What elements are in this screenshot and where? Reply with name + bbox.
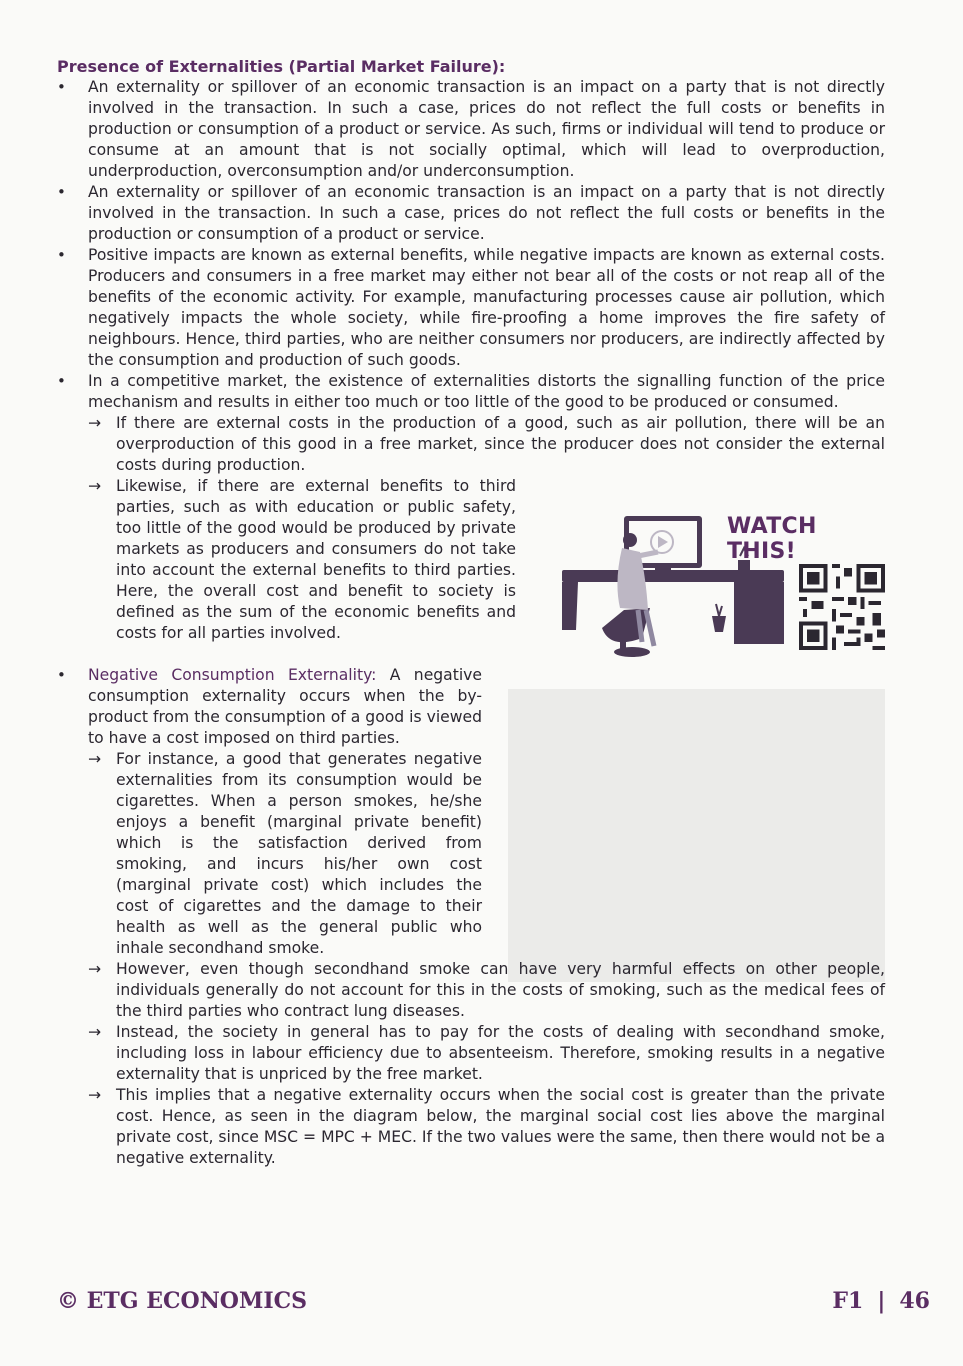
sub-point-text: However, even though secondhand smoke can have very harmful effects on other people, individuals generally do not account for this in the costs of smoking, such as the medical fees of the third parties who contract lung diseases. [116,960,885,1020]
watch-this-label: WATCH THIS! [727,514,817,564]
arrow-icon: → [88,414,102,432]
sub-point [57,1085,885,1169]
bullet-point: • Positive impacts are known as external benefits, while negative impacts are known as external costs. Producers and consumers in a free market may either not bear all of the costs or not reap all of the benefits of the economic activity. For example, manufacturing processes cause air pollution, which negatively impacts the whole society, while fire-proofing a home improves the fire safety of neighbours. Hence, third parties, who are neither consumers nor producers, are indirectly affected by the consumption and production of such goods. [57,245,885,371]
page-content [57,56,885,1169]
sub-point [57,476,516,644]
arrow-icon: → [88,750,102,768]
video-placeholder[interactable] [508,689,885,982]
sub-point-text: Likewise, if there are external benefits to third parties, such as with education or public safety, too little of the good would be produced by private markets as producers and consumers do not take into account the external benefits to third parties. Here, the overall cost and benefit to society is defined as the sum of the economic benefits and costs for all parties involved. [116,477,516,642]
negative-externality-title: Negative Consumption Externality: [88,666,377,684]
footer-copyright: © ETG ECONOMICS [57,1288,308,1314]
sub-point [57,959,885,1022]
footer-page-number [832,1288,930,1314]
section-heading: Presence of Externalities (Partial Market Failure): [57,57,506,76]
bullet-point: • An externality or spillover of an economic transaction is an impact on a party that is not directly involved in the transaction. In such a case, prices do not reflect the full costs or benefits in the production or consumption of a product or service. [57,182,885,245]
qr-code-icon[interactable] [799,564,885,650]
section-label: F1 [832,1288,864,1314]
bullet-point [57,665,482,749]
arrow-icon: → [88,960,102,978]
sub-point-text: For instance, a good that generates negative externalities from its consumption would be cigarettes. When a person smokes, he/she enjoys a benefit (marginal private benefit) which is the satisfaction derived from smoking, and incurs his/her own cost (marginal private cost) which includes the cost of cigarettes and the damage to their health as well as the general public who inhale secondhand smoke. [116,750,482,957]
bullet-point: • An externality or spillover of an economic transaction is an impact on a party that is not directly involved in the transaction. In such a case, prices do not reflect the full costs or benefits in production or consumption of a product or service. As such, firms or individual will tend to produce or consume at an amount that is not socially optimal, which will lead to overproduction, underproduction, overconsumption and/or underconsumption. [57,77,885,182]
arrow-icon: → [88,1023,102,1041]
page-number: 46 [899,1288,930,1314]
bullet-point: • In a competitive market, the existence of externalities distorts the signalling function of the price mechanism and results in either too much or too little of the good to be produced or consumed. [57,371,885,413]
sub-point [57,749,482,959]
sub-point-text: Instead, the society in general has to pay for the costs of dealing with secondhand smoke, including loss in labour efficiency due to absenteeism. Therefore, smoking results in a negative externality that is unpriced by the free market. [116,1023,885,1083]
arrow-icon: → [88,477,102,495]
sub-point-text: If there are external costs in the production of a good, such as air pollution, there will be an overproduction of this good in a free market, since the producer does not consider the external costs during production. [116,414,885,474]
negative-externality-text: A negative consumption externality occurs when the by-product from the consumption of a good is viewed to have a cost imposed on third parties. [88,666,483,747]
footer-separator: | [877,1288,886,1314]
sub-point-text: This implies that a negative externality occurs when the social cost is greater than the private cost. Hence, as seen in the diagram below, the marginal social cost lies above the marginal private cost, since MSC = MPC + MEC. If the two values were the same, then there would not be a negative externality. [116,1086,885,1167]
sub-point [57,1022,885,1085]
sub-point [57,413,885,476]
arrow-icon: → [88,1086,102,1104]
